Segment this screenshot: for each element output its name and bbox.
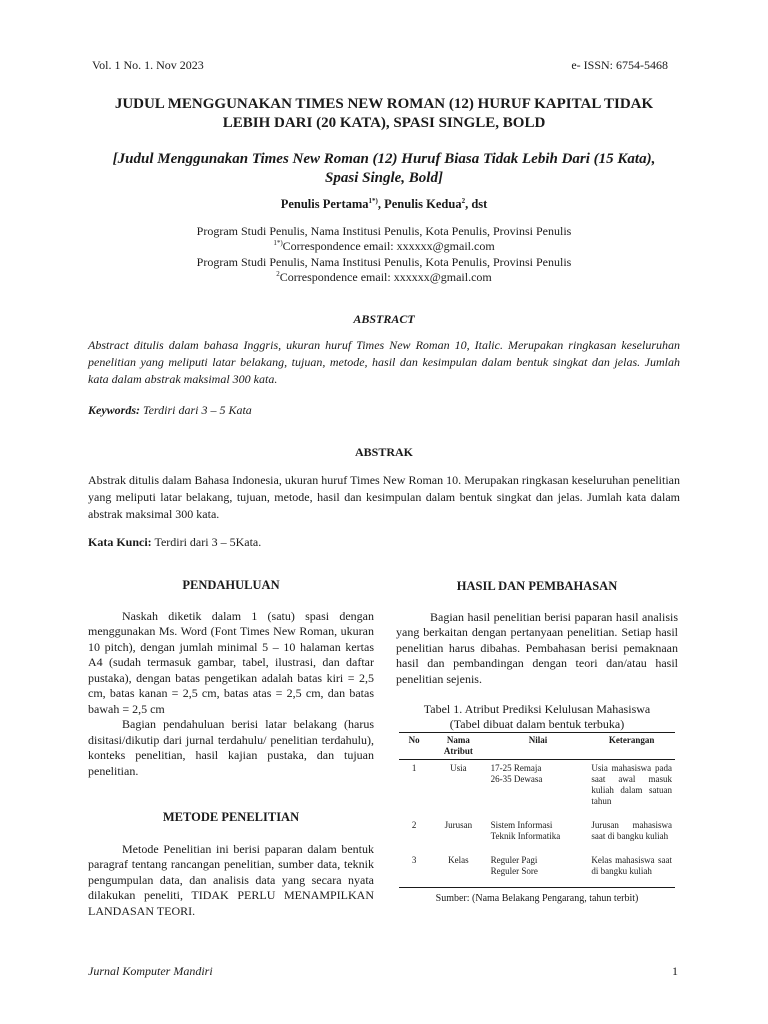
table-cell [488, 817, 589, 852]
keywords [88, 403, 680, 418]
correspondence-email: Correspondence email: xxxxxx@gmail.com [279, 270, 492, 284]
paragraph: Bagian pendahuluan berisi latar belakang (harus disitasi/dikutip dari jurnal terdahulu/ penelitian terdahulu), konteks penelitian, hasil kajian pustaka, dan tujuan penelitian. [88, 717, 374, 778]
kata-kunci-label: Kata Kunci: [88, 535, 152, 549]
right-column [396, 572, 678, 907]
paper-subtitle-line: Spasi Single, Bold] [325, 170, 443, 186]
table-cell: Jurusan [444, 820, 473, 830]
abstract-heading: ABSTRACT [353, 312, 415, 326]
volume-info: Vol. 1 No. 1. Nov 2023 [92, 58, 204, 72]
table-cell: Usia mahasiswa pada saat awal masuk kuliah dalam satuan tahun [591, 763, 672, 806]
paragraph: Bagian hasil penelitian berisi paparan hasil analisis yang berkaitan dengan pertanyaan penelitian. Setiap hasil penelitian harus dibahas. Pembahasan berisi pemaknaan hasil dan pembandingan dengan teori dan/atau hasil penelitian sejenis. [396, 609, 678, 686]
table-cell [488, 760, 589, 818]
table-header-cell: Keterangan [608, 735, 655, 745]
table-cell-value: Teknik Informatika [490, 831, 561, 841]
affiliation-line: Program Studi Penulis, Nama Institusi Penulis, Kota Penulis, Provinsi Penulis [196, 224, 572, 238]
table-source: Sumber: (Nama Belakang Pengarang, tahun terbit) [435, 893, 639, 904]
table-cell: 3 [411, 855, 417, 865]
table-caption-title: Tabel 1. Atribut Prediksi Kelulusan Mahasiswa [423, 702, 651, 716]
paper-title [92, 95, 676, 133]
table-row [399, 817, 675, 852]
paper-title-line: JUDUL MENGGUNAKAN TIMES NEW ROMAN (12) HURUF KAPITAL TIDAK [114, 96, 654, 112]
table-cell-value: Sistem Informasi [490, 820, 553, 830]
table-header-row [399, 733, 675, 760]
keywords-value: Terdiri dari 3 – 5 Kata [140, 403, 252, 417]
kata-kunci-value: Terdiri dari 3 – 5Kata. [151, 535, 262, 549]
keywords-label: Keywords: [88, 403, 140, 417]
journal-name: Jurnal Komputer Mandiri [88, 964, 213, 978]
abstrak-text: Abstrak ditulis dalam Bahasa Indonesia, ukuran huruf Times New Roman 10. Merupakan ringkasan keseluruhan penelitian yang meliputi latar belakang, tujuan, metode, hasil dan kesimpulan dalam bentuk singkat dan jelas. Jumlah kata dalam abstrak maksimal 300 kata. [88, 473, 680, 521]
author-list [92, 197, 676, 212]
table-header-cell: Nilai [528, 735, 548, 745]
paper-subtitle [92, 150, 676, 188]
table-row [399, 760, 675, 818]
table-header-cell: Nama Atribut [443, 735, 473, 756]
kata-kunci [88, 535, 680, 550]
attribute-table [399, 732, 675, 888]
table-cell: Jurusan mahasiswa saat di bangku kuliah [591, 820, 672, 841]
table-caption-note: (Tabel dibuat dalam bentuk terbuka) [449, 717, 625, 731]
table-cell: 2 [411, 820, 417, 830]
section-heading-pendahuluan: PENDAHULUAN [182, 578, 280, 592]
table-cell [488, 852, 589, 888]
author-second: Penulis Kedua [384, 197, 462, 211]
paper-subtitle-line: [Judul Menggunakan Times New Roman (12) Huruf Biasa Tidak Lebih Dari (15 Kata), [112, 151, 656, 167]
table-cell: Kelas mahasiswa saat di bangku kuliah [591, 855, 672, 876]
table-row [399, 852, 675, 888]
table-header-cell: No [408, 735, 420, 745]
affiliation-mark: 2 [276, 270, 280, 278]
table-cell-value: Reguler Pagi [490, 855, 538, 865]
table-caption [396, 702, 678, 732]
correspondence-line [92, 239, 676, 254]
correspondence-email: Correspondence email: xxxxxx@gmail.com [282, 239, 495, 253]
paragraph: Naskah diketik dalam 1 (satu) spasi dengan menggunakan Ms. Word (Font Times New Roman, ukuran 10 pitch), dengan jumlah minimal 5 – 10 halaman kertas A4 (sudah termasuk gambar, tabel, ilustrasi, dan daftar pustaka), dengan batas pengetikan adalah batas kiri = 2,5 cm, batas kanan = 2,5 cm, batas atas = 2,5 cm, dan batas bawah = 2,5 cm [88, 608, 374, 716]
table-cell: 1 [411, 763, 417, 773]
abstrak-heading: ABSTRAK [354, 445, 413, 459]
affiliation-mark: 1*) [273, 239, 283, 247]
affiliation-2 [92, 255, 676, 285]
page-header [92, 58, 668, 74]
author-second-mark: 2 [461, 196, 466, 205]
table-cell-value: Reguler Sore [490, 866, 538, 876]
paper-title-line: LEBIH DARI (20 KATA), SPASI SINGLE, BOLD [222, 115, 546, 131]
table-cell-value: 26-35 Dewasa [490, 774, 543, 784]
section-heading-hasil: HASIL DAN PEMBAHASAN [456, 579, 618, 593]
author-first: Penulis Pertama [280, 197, 369, 211]
author-separator: , [377, 197, 385, 211]
affiliation-1 [92, 224, 676, 254]
author-first-mark: 1*) [368, 196, 378, 205]
affiliation-line: Program Studi Penulis, Nama Institusi Penulis, Kota Penulis, Provinsi Penulis [196, 255, 572, 269]
abstract-text: Abstract ditulis dalam bahasa Inggris, ukuran huruf Times New Roman 10, Italic. Merupakan ringkasan keseluruhan penelitian yang meliputi latar belakang, tujuan, metode, hasil dan kesimpulan dalam bentuk singkat dan jelas. Jumlah kata dalam abstrak maksimal 300 kata. [88, 338, 680, 386]
page-number: 1 [672, 964, 678, 978]
correspondence-line [92, 270, 676, 285]
section-heading-metode: METODE PENELITIAN [162, 810, 300, 824]
table-cell: Usia [450, 763, 467, 773]
table-cell: Kelas [448, 855, 469, 865]
author-rest: , dst [465, 197, 488, 211]
table-cell-value: 17-25 Remaja [490, 763, 542, 773]
issn-info: e- ISSN: 6754-5468 [571, 58, 668, 72]
paragraph: Metode Penelitian ini berisi paparan dalam bentuk paragraf tentang rancangan penelitian, sumber data, teknik pengumpulan data, dan analisis data yang secara nyata dilakukan peneliti, TIDAK PERLU MENAMPILKAN LANDASAN TEORI. [88, 841, 374, 918]
left-column [88, 572, 374, 919]
